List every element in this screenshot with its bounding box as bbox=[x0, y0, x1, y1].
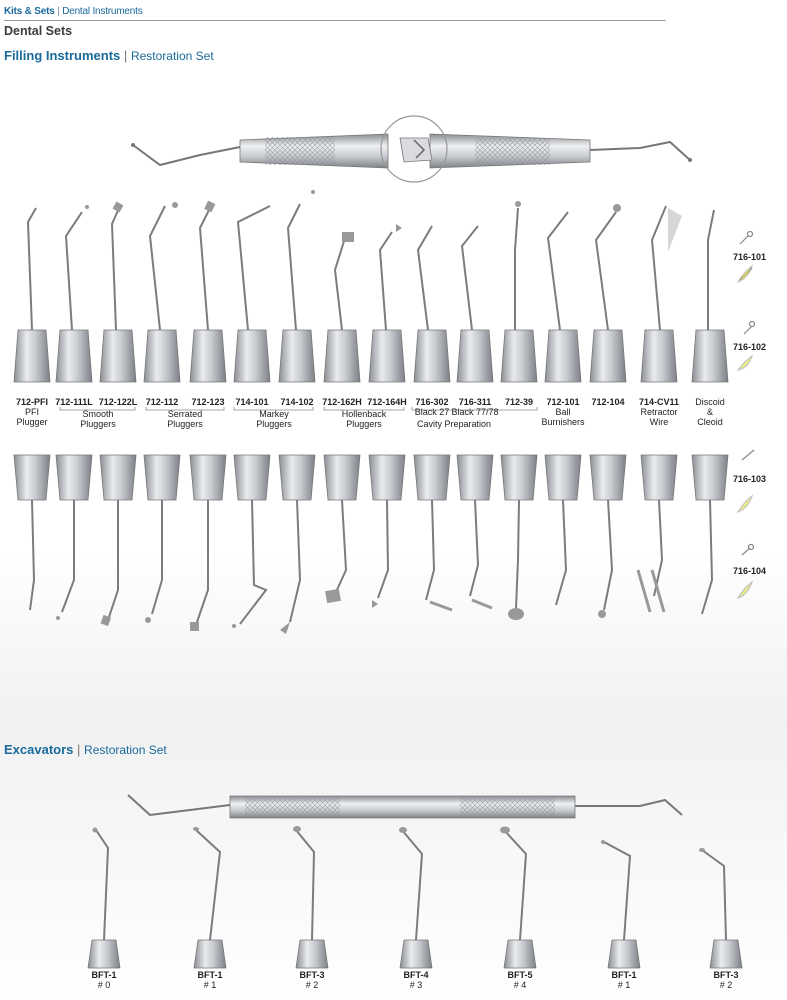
excavators-title: Excavators bbox=[4, 742, 74, 757]
instrument-label: 712-111L bbox=[55, 397, 93, 407]
excavator-label: BFT-3 # 2 bbox=[713, 970, 739, 990]
excavator-row bbox=[96, 830, 726, 940]
instrument-label: 714-101 bbox=[235, 397, 269, 407]
instrument-label: 712-164H bbox=[367, 397, 407, 407]
excavator-handles bbox=[88, 940, 742, 968]
filling-subtitle: Restoration Set bbox=[130, 49, 214, 63]
group-label: Hollenback Pluggers bbox=[341, 409, 387, 429]
filling-upper-row bbox=[28, 204, 714, 330]
group-label: Cavity Preparation bbox=[416, 419, 492, 429]
breadcrumb-sub[interactable]: Dental Instruments bbox=[62, 6, 143, 17]
filling-lower-blades bbox=[430, 570, 664, 612]
group-label: Markey Pluggers bbox=[256, 409, 292, 429]
instrument-label: 714-102 bbox=[280, 397, 314, 407]
instrument-label: 712-162H bbox=[322, 397, 362, 407]
excavator-label: BFT-4 # 3 bbox=[403, 970, 429, 990]
tip-label: 716-103 bbox=[733, 474, 767, 484]
filling-title: Filling Instruments bbox=[4, 48, 121, 63]
tip-label: 716-101 bbox=[733, 252, 767, 262]
section-title: Dental Sets bbox=[4, 24, 73, 38]
excavator-label: BFT-1 # 0 bbox=[91, 970, 117, 990]
breadcrumb-main[interactable]: Kits & Sets bbox=[4, 6, 55, 17]
excavator-tips bbox=[93, 826, 706, 852]
filling-upper-tips bbox=[85, 190, 682, 252]
filling-lower-row bbox=[30, 500, 712, 625]
tip-label: 716-104 bbox=[733, 566, 767, 576]
excavator-label: BFT-3 # 2 bbox=[299, 970, 325, 990]
filling-lower-tips bbox=[56, 589, 606, 634]
instrument-label: 712-122L bbox=[98, 397, 138, 407]
side-tips bbox=[738, 232, 755, 599]
instrument-label: 716-311 Black 77/78 bbox=[451, 397, 499, 417]
instrument-label: 712-PFI PFI Plugger bbox=[15, 397, 48, 427]
instrument-label: Discoid & Cleoid bbox=[695, 397, 725, 427]
instrument-label: 716-302 Black 27 bbox=[414, 397, 450, 417]
instrument-label: 712-112 bbox=[145, 397, 179, 407]
breadcrumb-separator: | bbox=[57, 6, 60, 17]
heading-separator: | bbox=[123, 48, 128, 63]
filling-upper-handles bbox=[14, 330, 728, 382]
excavator-label: BFT-1 # 1 bbox=[611, 970, 637, 990]
excavator-label: BFT-5 # 4 bbox=[507, 970, 533, 990]
excavators-subtitle: Restoration Set bbox=[84, 743, 167, 757]
instrument-label: 712-101 Ball Burnishers bbox=[541, 397, 585, 427]
instrument-label: 714-CV11 Retractor Wire bbox=[638, 397, 680, 427]
featured-excavator bbox=[128, 795, 682, 818]
instrument-label: 712-123 bbox=[191, 397, 225, 407]
instrument-label: 712-39 bbox=[504, 397, 534, 407]
tip-label: 716-102 bbox=[733, 342, 767, 352]
instrument-label: 712-104 bbox=[591, 397, 625, 407]
group-label: Serrated Pluggers bbox=[167, 409, 203, 429]
group-label: Smooth Pluggers bbox=[80, 409, 116, 429]
excavator-label: BFT-1 # 1 bbox=[197, 970, 223, 990]
heading-separator: | bbox=[77, 742, 81, 757]
featured-instrument-top bbox=[131, 116, 692, 182]
filling-lower-handles bbox=[14, 455, 728, 500]
